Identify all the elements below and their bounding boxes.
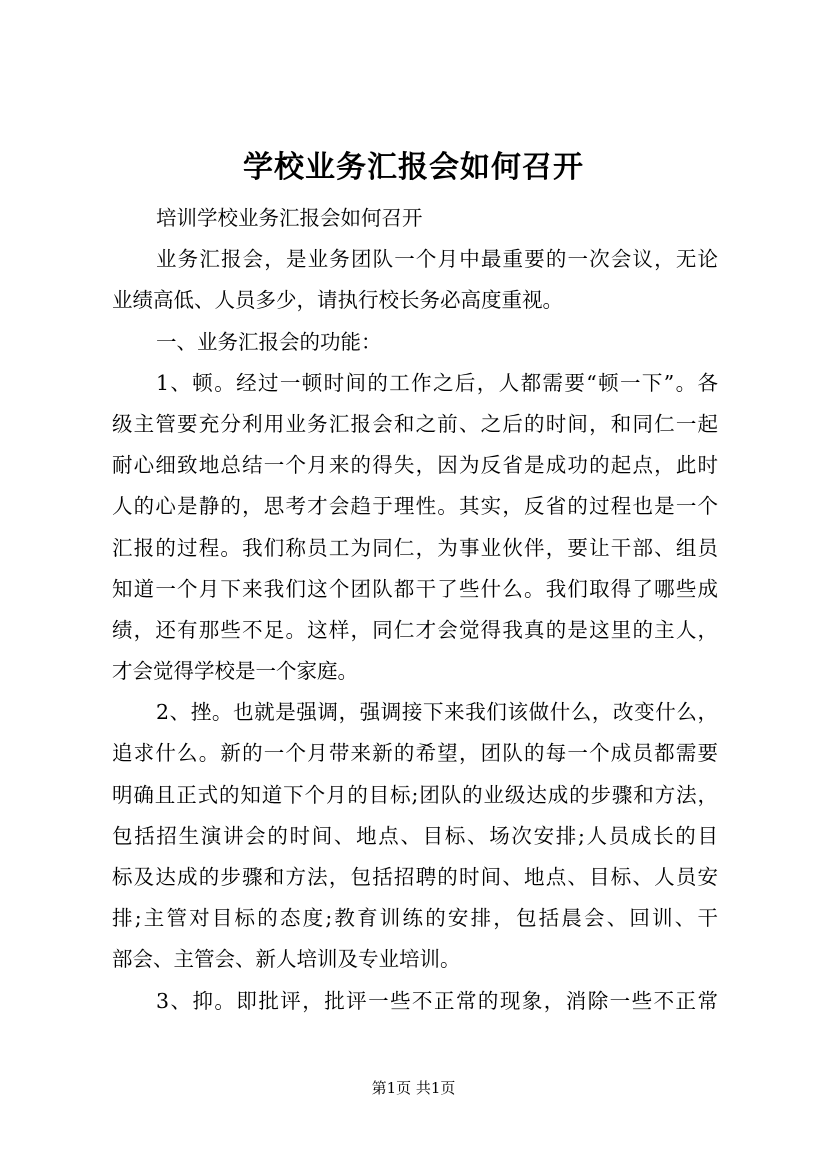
page-footer: 第1页 共1页 — [371, 1079, 456, 1097]
text-line: 标及达成的步骤和方法，包括招聘的时间、地点、目标、人员安 — [112, 865, 718, 889]
text-line: 人的心是静的，思考才会趋于理性。其实，反省的过程也是一个 — [112, 494, 718, 519]
text-line: 知道一个月下来我们这个团队都干了些什么。我们取得了哪些成 — [112, 576, 718, 601]
text-line: 追求什么。新的一个月带来新的希望，团队的每一个成员都需要 — [112, 741, 718, 766]
text-line: 排;主管对目标的态度;教育训练的安排，包括晨会、回训、干 — [112, 906, 718, 931]
text-line: 才会觉得学校是一个家庭。 — [112, 659, 358, 684]
text-line: 明确且正式的知道下个月的目标;团队的业级达成的步骤和方法， — [112, 782, 718, 807]
text-line: 汇报的过程。我们称员工为同仁，为事业伙伴，要让干部、组员 — [112, 535, 718, 560]
text-line: 一、业务汇报会的功能： — [156, 329, 382, 354]
text-line: 业务汇报会，是业务团队一个月中最重要的一次会议，无论 — [156, 247, 718, 272]
text-line: 业绩高低、人员多少，请执行校长务必高度重视。 — [112, 288, 563, 313]
text-line: 级主管要充分利用业务汇报会和之前、之后的时间，和同仁一起 — [112, 411, 718, 436]
text-line: 绩，还有那些不足。这样，同仁才会觉得我真的是这里的主人， — [112, 617, 718, 642]
text-line: 3、抑。即批评，批评一些不正常的现象，消除一些不正常 — [156, 988, 718, 1013]
text-line: 部会、主管会、新人培训及专业培训。 — [112, 947, 461, 972]
text-line: 耐心细致地总结一个月来的得失，因为反省是成功的起点，此时 — [112, 453, 718, 478]
text-line: 1、顿。经过一顿时间的工作之后，人都需要“顿一下”。各 — [156, 370, 718, 395]
text-line: 包括招生演讲会的时间、地点、目标、场次安排;人员成长的目 — [112, 823, 718, 848]
text-line: 2、挫。也就是强调，强调接下来我们该做什么，改变什么， — [156, 700, 718, 725]
document-title: 学校业务汇报会如何召开 — [243, 150, 584, 185]
text-line: 培训学校业务汇报会如何召开 — [156, 206, 423, 230]
document-body — [112, 198, 718, 1022]
